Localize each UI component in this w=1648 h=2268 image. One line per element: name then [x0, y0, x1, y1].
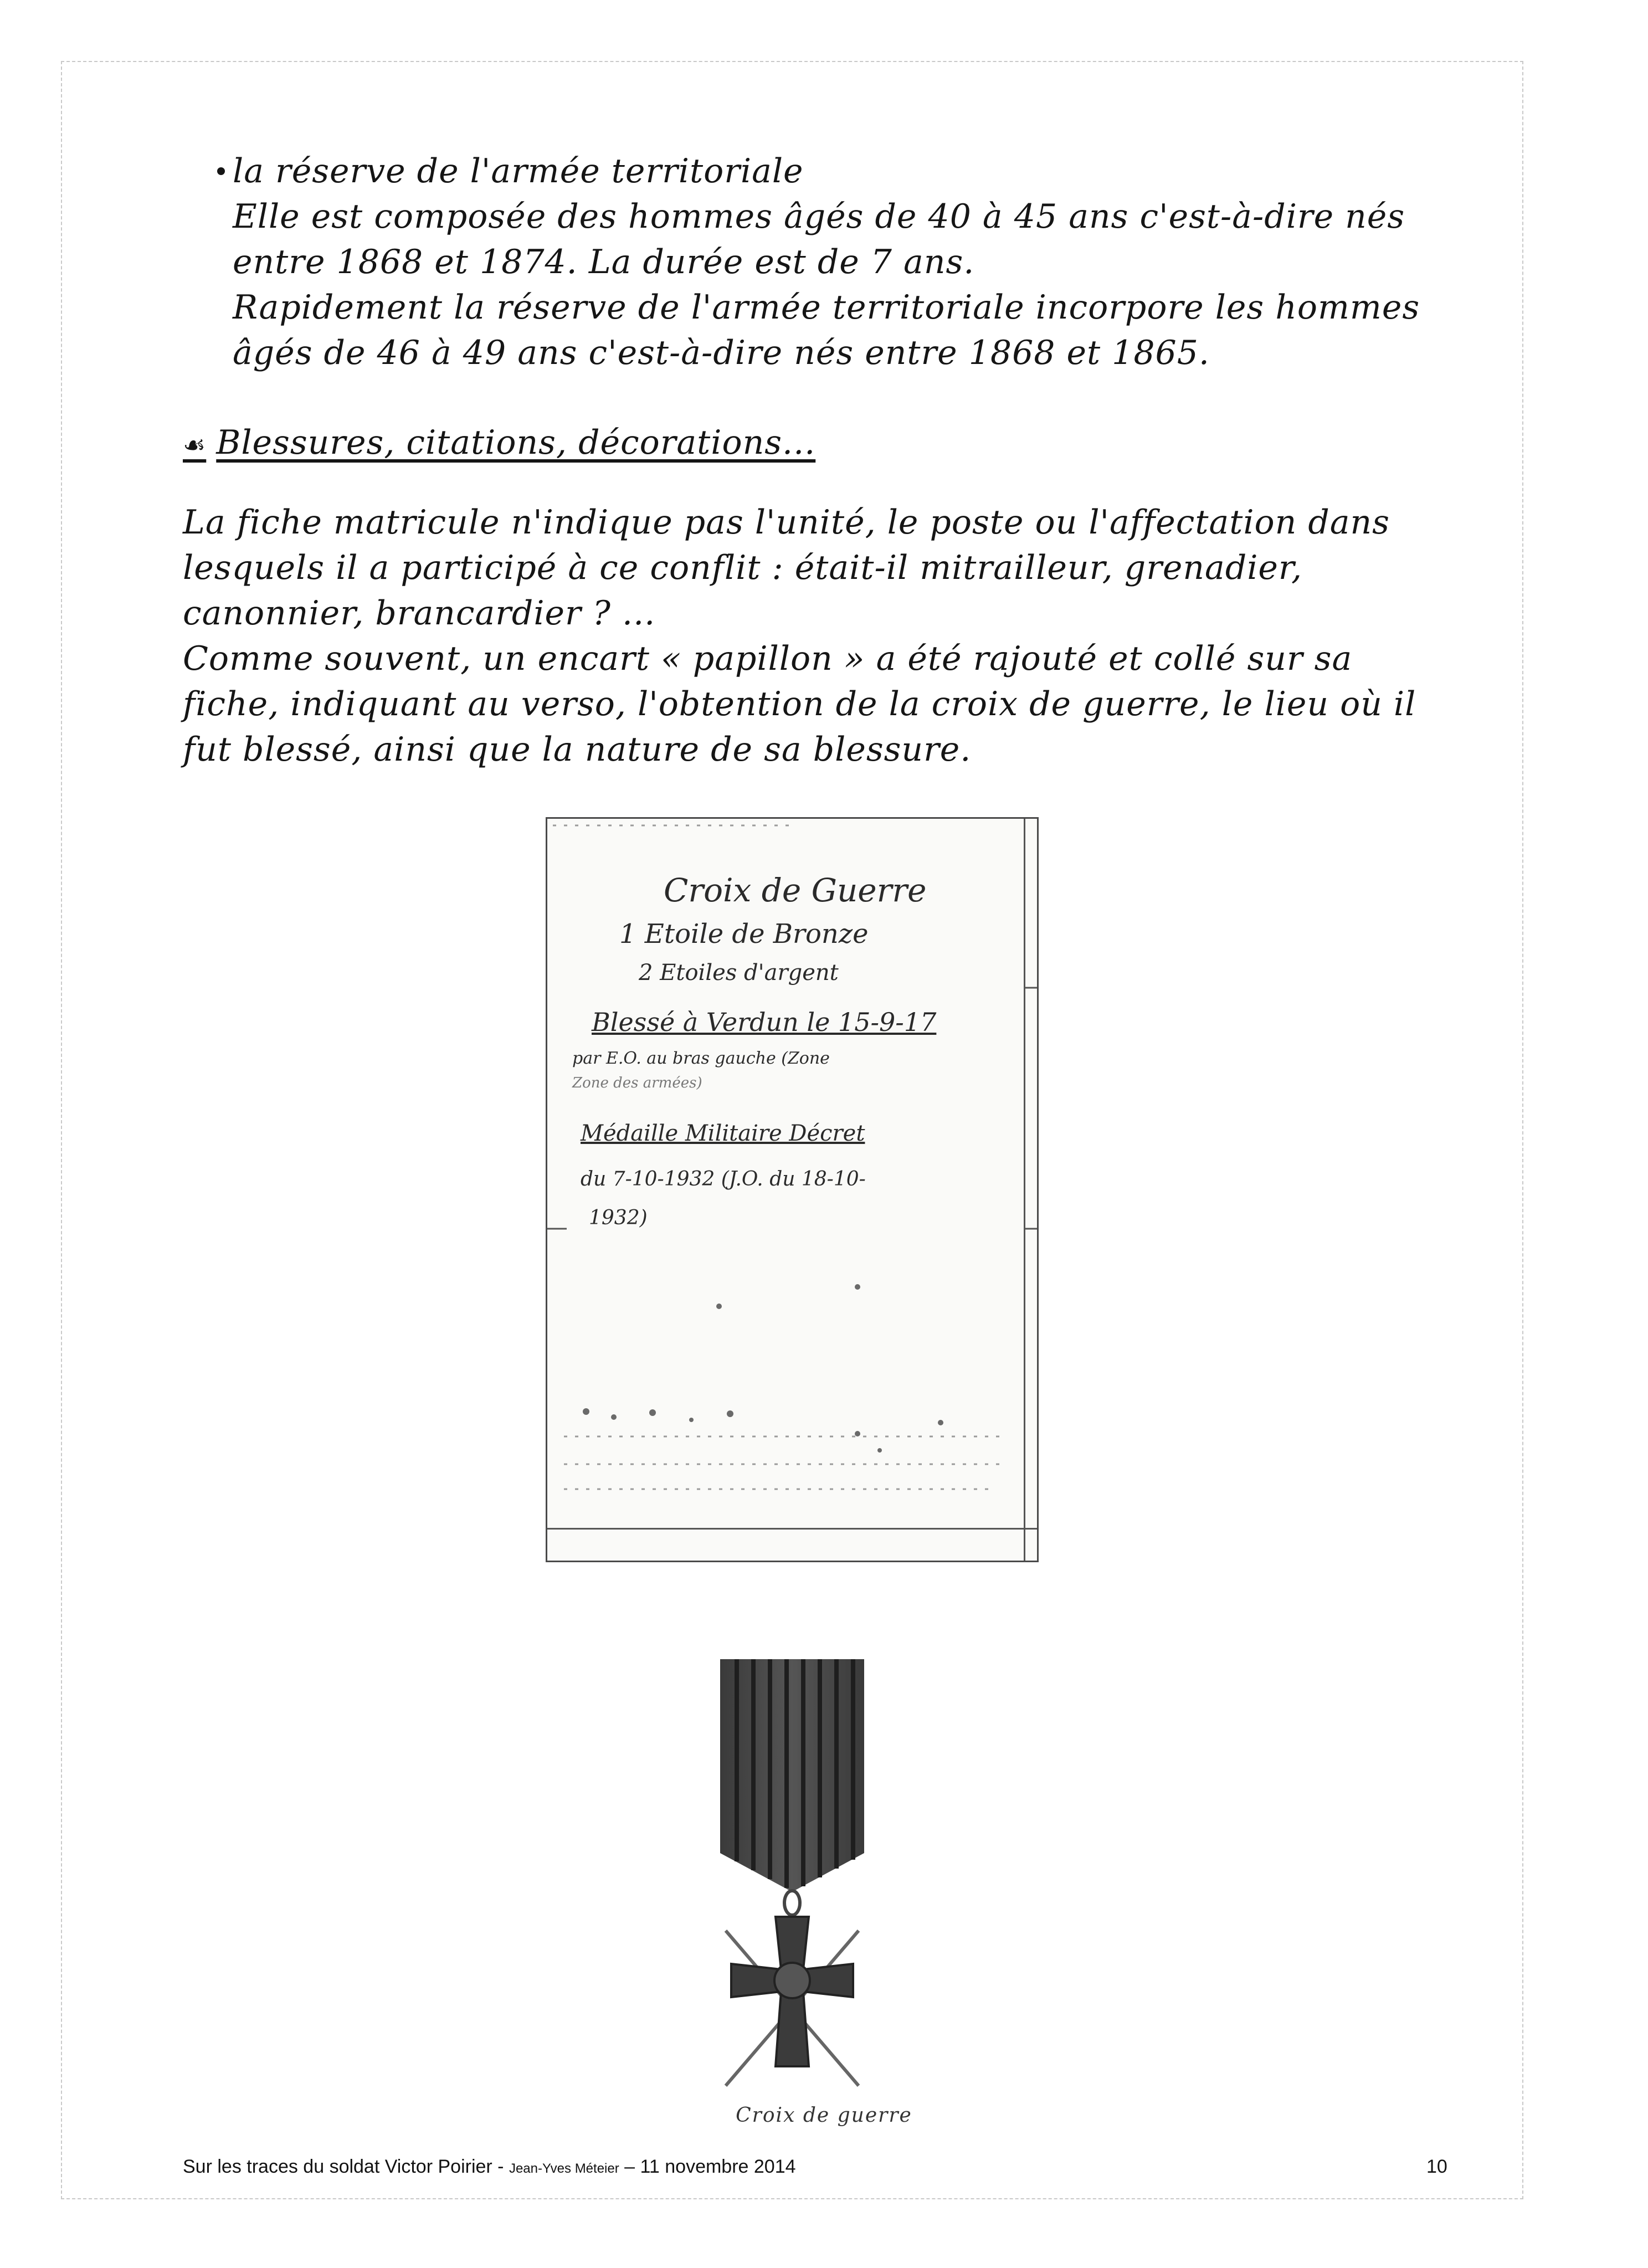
bullet-item [233, 148, 804, 194]
medal-caption: Croix de guerre [736, 2104, 912, 2127]
footer [183, 2156, 796, 2178]
reserve-line: Elle est composée des hommes âgés de 40 à 45 ans c'est-à-dire nés [233, 197, 1405, 236]
body-line: lesquels il a participé à ce conflit : était-il mitrailleur, grenadier, [183, 548, 1303, 587]
card-right-rule [1024, 819, 1025, 1561]
card-line: du 7-10-1932 (J.O. du 18-10- [581, 1168, 866, 1191]
card-line: par E.O. au bras gauche (Zone [572, 1049, 830, 1068]
footer-title: Sur les traces du soldat Victor Poirier - [183, 2156, 509, 2177]
card-line: Blessé à Verdun le 15-9-17 [592, 1007, 937, 1037]
reserve-line: Rapidement la réserve de l'armée territoriale incorpore les hommes [233, 288, 1420, 327]
papillon-card [546, 817, 1039, 1562]
bullet-text: la réserve de l'armée territoriale [233, 152, 804, 191]
reserve-line: entre 1868 et 1874. La durée est de 7 ans. [233, 243, 975, 281]
body-line: fut blessé, ainsi que la nature de sa blessure. [183, 730, 972, 769]
ornament-icon: ☙ [183, 430, 207, 460]
footer-date: – 11 novembre 2014 [619, 2156, 796, 2177]
body-line: La fiche matricule n'indique pas l'unité, le poste ou l'affectation dans [183, 503, 1390, 542]
footer-author: Jean-Yves Méteier [509, 2161, 619, 2176]
body-paragraph [183, 500, 1415, 772]
card-line: 1 Etoile de Bronze [619, 919, 869, 950]
card-line: Croix de Guerre [664, 871, 927, 909]
page-number: 10 [1426, 2156, 1447, 2177]
body-line: fiche, indiquant au verso, l'obtention de la croix de guerre, le lieu où il [183, 685, 1416, 723]
section-heading [183, 420, 815, 468]
bullet-dot [217, 167, 225, 175]
card-line: 1932) [589, 1207, 648, 1229]
card-bottom-rule [547, 1528, 1037, 1530]
reserve-paragraph [233, 194, 1420, 376]
card-line: 2 Etoiles d'argent [639, 960, 839, 986]
section-heading-text: Blessures, citations, décorations... [216, 423, 816, 462]
body-line: canonnier, brancardier ? ... [183, 594, 656, 633]
reserve-line: âgés de 46 à 49 ans c'est-à-dire nés entre 1868 et 1865. [233, 333, 1210, 372]
body-line: Comme souvent, un encart « papillon » a été rajouté et collé sur sa [183, 639, 1353, 678]
card-line: Zone des armées) [572, 1075, 702, 1091]
croix-de-guerre-medal-icon [704, 1659, 881, 2091]
card-line: Médaille Militaire Décret [581, 1121, 865, 1146]
